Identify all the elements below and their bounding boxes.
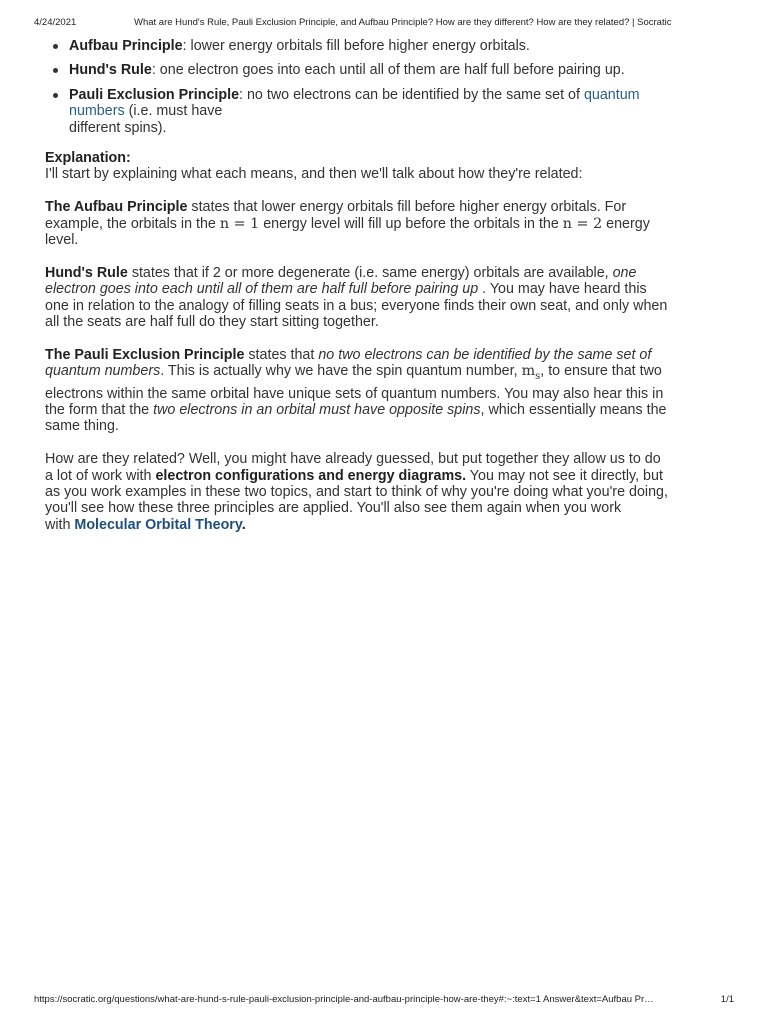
text: energy level will fill up before the orbitals in the	[259, 215, 563, 232]
emphasis: electron goes into each until all of them are half full before pairing up	[45, 281, 479, 298]
molecular-orbital-theory-link[interactable]: Molecular Orbital Theory	[74, 516, 242, 533]
bullet-icon	[53, 93, 58, 98]
paragraph-pauli	[45, 347, 725, 435]
text: . You may have heard this	[478, 281, 647, 298]
list-item-aufbau	[45, 38, 725, 54]
summary-list	[45, 38, 725, 136]
emphasis: two electrons in an orbital must have opposite spins	[153, 401, 481, 418]
text: energy	[602, 215, 650, 232]
bullet-icon	[53, 68, 58, 73]
emphasis: no two electrons can be identified by the same set of	[318, 346, 652, 363]
text: , which essentially means the	[480, 401, 667, 418]
text: . This is actually why we have the spin quantum number,	[160, 363, 522, 380]
text: the form that the	[45, 401, 154, 418]
text: states that	[244, 346, 319, 363]
math-sub: s	[535, 371, 541, 383]
text: with	[45, 516, 75, 533]
text-aufbau: : lower energy orbitals fill before higher energy orbitals.	[182, 38, 530, 54]
text: .	[241, 516, 246, 533]
print-date: 4/24/2021	[34, 17, 77, 28]
text: as you work examples in these two topics, and start to think of why you're doing what you're doing,	[45, 483, 668, 500]
text: a lot of work with	[45, 467, 156, 484]
explanation-intro: I'll start by explaining what each means, and then we'll talk about how they're related:	[45, 166, 583, 183]
text: all the seats are half full do they start sitting together.	[45, 314, 379, 331]
text: You may not see it directly, but	[466, 467, 663, 484]
bullet-icon	[53, 44, 58, 49]
quantum-numbers-link[interactable]: quantum	[583, 86, 640, 103]
text: states that lower energy orbitals fill before higher energy orbitals. For	[187, 199, 627, 216]
quantum-numbers-link-cont[interactable]: numbers	[69, 103, 125, 120]
text: you'll see how these three principles are applied. You'll also see them again when you work	[45, 500, 622, 517]
explanation-heading: Explanation:	[45, 150, 131, 167]
text: example, the orbitals in the	[45, 215, 220, 232]
text-hund: : one electron goes into each until all of them are half full before pairing up.	[151, 62, 625, 79]
math-n2: n = 2	[562, 215, 603, 232]
text: states that if 2 or more degenerate (i.e. same energy) orbitals are available,	[127, 264, 613, 281]
term-hund-bold: Hund's Rule	[45, 264, 128, 281]
paragraph-aufbau	[45, 199, 725, 248]
article-content	[45, 38, 725, 533]
paragraph-related	[45, 451, 725, 533]
text: same thing.	[45, 418, 119, 435]
term-aufbau-bold: The Aufbau Principle	[45, 199, 188, 216]
math-n1: n = 1	[219, 215, 260, 232]
print-url: https://socratic.org/questions/what-are-hund-s-rule-pauli-exclusion-principle-and-aufbau-principle-how-are-they#:~:text=1 Answer&text=Aufbau Pr…	[34, 994, 654, 1005]
bold-electron-configurations: electron configurations and energy diagrams.	[155, 467, 467, 484]
math-ms	[521, 363, 541, 383]
text: one in relation to the analogy of filling seats in a bus; everyone finds their own seat, and only when	[45, 297, 668, 314]
term-hund: Hund's Rule	[69, 62, 152, 79]
emphasis: one	[612, 264, 637, 281]
page-number: 1/1	[720, 994, 734, 1005]
math-m: m	[521, 363, 536, 380]
text: How are they related? Well, you might have already guessed, but put together they allow us to do	[45, 451, 661, 468]
text: level.	[45, 232, 79, 249]
text: electrons within the same orbital have unique sets of quantum numbers. You may also hear this in	[45, 385, 664, 402]
term-aufbau: Aufbau Principle	[69, 38, 183, 54]
print-title: What are Hund's Rule, Pauli Exclusion Principle, and Aufbau Principle? How are they different? How are they related? | Socratic	[134, 17, 672, 28]
list-item-hund	[45, 62, 725, 78]
text-pauli-2: (i.e. must have	[124, 103, 223, 120]
term-pauli: Pauli Exclusion Principle	[69, 86, 240, 103]
term-pauli-bold: The Pauli Exclusion Principle	[45, 346, 245, 363]
list-item-pauli	[45, 87, 725, 136]
emphasis: quantum numbers	[45, 363, 161, 380]
text: , to ensure that two	[540, 363, 662, 380]
text-pauli: : no two electrons can be identified by the same set of	[239, 86, 584, 103]
paragraph-hund	[45, 265, 725, 331]
text-pauli-3: different spins).	[69, 119, 167, 136]
